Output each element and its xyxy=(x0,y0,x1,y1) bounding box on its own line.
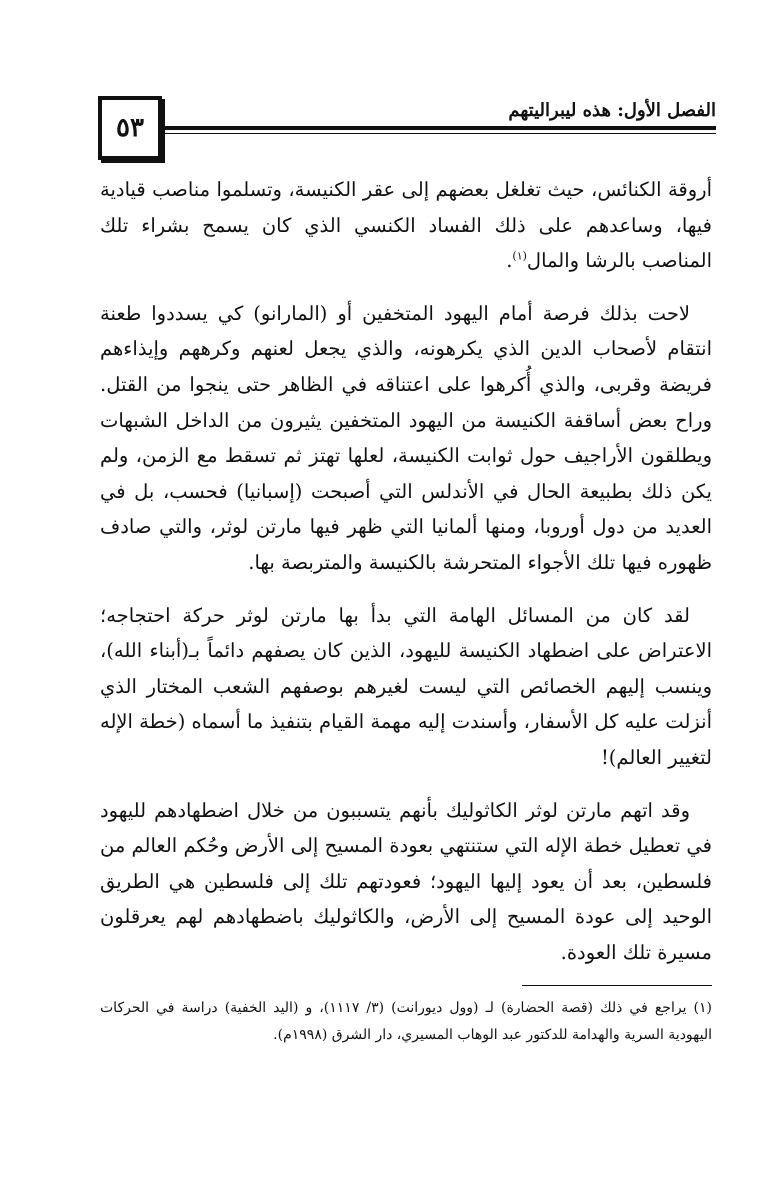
header-rule-thin xyxy=(162,133,716,134)
footnote-marker[interactable]: (١) xyxy=(512,249,527,263)
paragraph-text: أروقة الكنائس، حيث تغلغل بعضهم إلى عقر الكنيسة، وتسلموا مناصب قيادية فيها، وساعدهم على ذلك الفساد الكنسي الذي كان يسمح بشراء تلك المناصب بالرشا والمال xyxy=(100,178,712,273)
page-number: ٥٣ xyxy=(98,96,162,160)
paragraph-tail: . xyxy=(506,249,513,273)
header-rule xyxy=(162,126,716,134)
header-rule-thick xyxy=(162,126,716,130)
paragraph: لاحت بذلك فرصة أمام اليهود المتخفين أو (المارانو) كي يسددوا طعنة انتقام لأصحاب الدين الذي يكرهونه، والذي يجعل لعنهم وكرههم وإيذاءهم فريضة وقربى، والذي أُكرهوا على اعتناقه في الظاهر حتى ينجوا من القتل. وراح بعض أساقفة الكنيسة من اليهود المتخفين يثيرون من الداخل الشبهات ويطلقون الأراجيف حول ثوابت الكنيسة، لعلها تهتز ثم تسقط مع الزمن، ولم يكن ذلك بطبيعة الحال في الأندلس التي أصبحت (إسبانيا) فحسب، بل في العديد من دول أوروبا، ومنها ألمانيا التي ظهر فيها مارتن لوثر، والتي صادف ظهوره فيها تلك الأجواء المتحرشة بالكنيسة والمتربصة بها. xyxy=(100,301,712,574)
footnote-separator xyxy=(522,985,712,986)
chapter-title: الفصل الأول: هذه ليبراليتهم xyxy=(508,100,716,121)
paragraph: وقد اتهم مارتن لوثر الكاثوليك بأنهم يتسببون من خلال اضطهادهم لليهود في تعطيل خطة الإله التي ستنتهي بعودة المسيح إلى الأرض وحُكم العالم من فلسطين، بعد أن يعود إليها اليهود؛ فعودتهم تلك إلى فلسطين هي الطريق الوحيد إلى عودة المسيح إلى الأرض، والكاثوليك باضطهادهم لهم يعرقلون مسيرة تلك العودة. xyxy=(100,798,712,964)
body-text xyxy=(100,172,712,987)
footnote: (١) يراجع في ذلك (قصة الحضارة) لـ (وول ديورانت) (٣/ ١١١٧)، و (اليد الخفية) دراسة في الحركات اليهودية السرية والهدامة للدكتور عبد الوهاب المسيري، دار الشرق (١٩٩٨م). xyxy=(100,1000,712,1043)
page-header xyxy=(98,96,716,160)
paragraph xyxy=(100,172,712,279)
footnotes xyxy=(100,995,712,1049)
paragraph: لقد كان من المسائل الهامة التي بدأ بها مارتن لوثر حركة احتجاجه؛ الاعتراض على اضطهاد الكنيسة لليهود، الذين كان يصفهم دائماً بـ(أبناء الله)، وينسب إليهم الخصائص التي ليست لغيرهم بوصفهم الشعب المختار الذي أنزلت عليه كل الأسفار، وأسندت إليه مهمة القيام بتنفيذ ما أسماه (خطة الإله لتغيير العالم)! xyxy=(100,603,712,769)
